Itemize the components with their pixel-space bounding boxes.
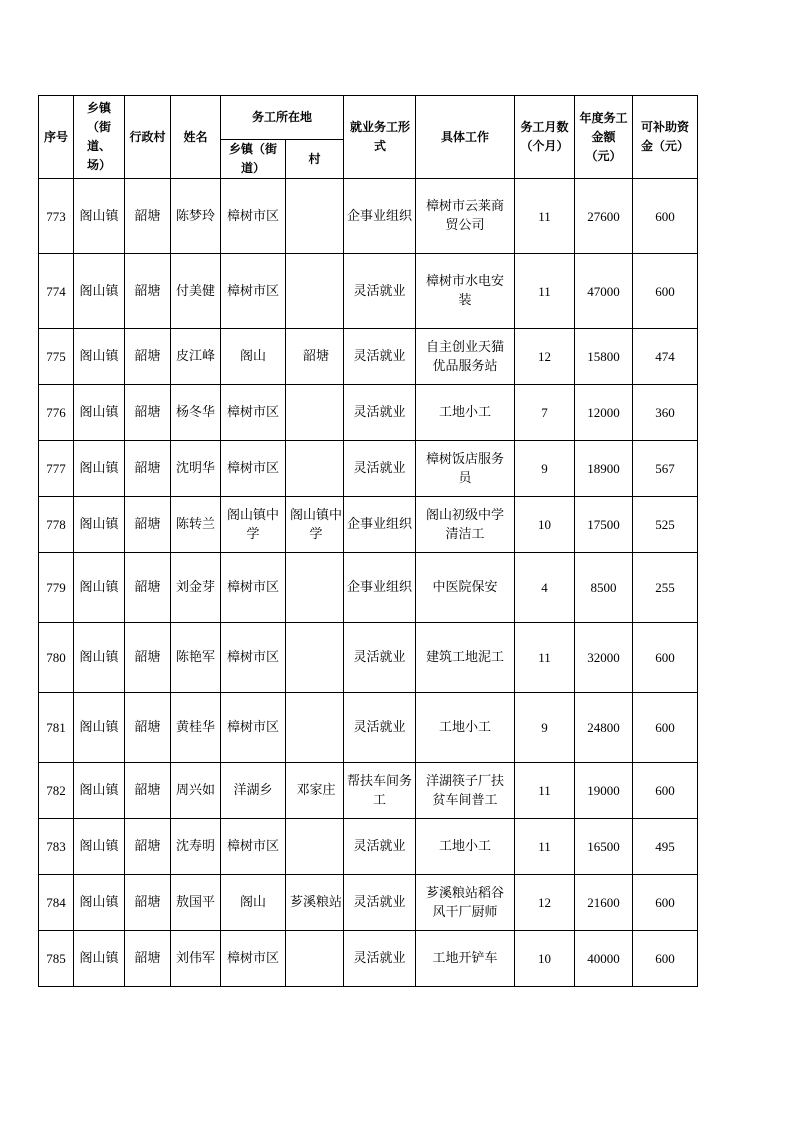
cell-town: 阁山镇 — [74, 623, 125, 693]
cell-name: 黄桂华 — [171, 693, 221, 763]
cell-income: 18900 — [575, 441, 633, 497]
cell-subsidy: 255 — [633, 553, 698, 623]
cell-income: 15800 — [575, 329, 633, 385]
cell-subsidy: 600 — [633, 875, 698, 931]
cell-village: 韶塘 — [125, 693, 171, 763]
cell-job: 工地开铲车 — [416, 931, 515, 987]
cell-loc-town: 樟树市区 — [221, 254, 286, 329]
cell-village: 韶塘 — [125, 553, 171, 623]
header-town: 乡镇（街道、场） — [74, 96, 125, 179]
table-body — [39, 179, 698, 987]
cell-job: 建筑工地泥工 — [416, 623, 515, 693]
cell-seq: 780 — [39, 623, 74, 693]
cell-village: 韶塘 — [125, 819, 171, 875]
cell-months: 11 — [515, 179, 575, 254]
cell-village: 韶塘 — [125, 441, 171, 497]
cell-seq: 778 — [39, 497, 74, 553]
cell-village: 韶塘 — [125, 931, 171, 987]
cell-town: 阁山镇 — [74, 441, 125, 497]
header-employment-form: 就业务工形式 — [344, 96, 416, 179]
cell-job: 工地小工 — [416, 385, 515, 441]
cell-name: 陈艳军 — [171, 623, 221, 693]
table-row — [39, 875, 698, 931]
cell-loc-town: 阁山 — [221, 329, 286, 385]
cell-job: 樟树饭店服务员 — [416, 441, 515, 497]
cell-town: 阁山镇 — [74, 553, 125, 623]
table-row — [39, 385, 698, 441]
cell-employment-form: 企事业组织 — [344, 179, 416, 254]
cell-subsidy: 600 — [633, 763, 698, 819]
cell-months: 10 — [515, 497, 575, 553]
cell-job: 芗溪粮站稻谷风干厂厨师 — [416, 875, 515, 931]
cell-town: 阁山镇 — [74, 497, 125, 553]
cell-name: 付美健 — [171, 254, 221, 329]
cell-seq: 777 — [39, 441, 74, 497]
cell-months: 9 — [515, 693, 575, 763]
cell-months: 7 — [515, 385, 575, 441]
cell-seq: 781 — [39, 693, 74, 763]
cell-loc-town: 樟树市区 — [221, 385, 286, 441]
cell-subsidy: 600 — [633, 179, 698, 254]
cell-job: 樟树市云莱商贸公司 — [416, 179, 515, 254]
table-row — [39, 931, 698, 987]
cell-loc-town: 樟树市区 — [221, 441, 286, 497]
table-row — [39, 497, 698, 553]
cell-loc-village — [286, 623, 344, 693]
cell-employment-form: 灵活就业 — [344, 875, 416, 931]
cell-income: 27600 — [575, 179, 633, 254]
table-row — [39, 819, 698, 875]
cell-subsidy: 600 — [633, 623, 698, 693]
cell-village: 韶塘 — [125, 254, 171, 329]
cell-loc-village: 邓家庄 — [286, 763, 344, 819]
cell-seq: 782 — [39, 763, 74, 819]
cell-loc-town: 樟树市区 — [221, 931, 286, 987]
cell-loc-village — [286, 179, 344, 254]
cell-loc-village — [286, 819, 344, 875]
cell-loc-town: 樟树市区 — [221, 693, 286, 763]
header-months: 务工月数（个月） — [515, 96, 575, 179]
cell-income: 47000 — [575, 254, 633, 329]
subsidy-table — [38, 95, 698, 987]
cell-town: 阁山镇 — [74, 385, 125, 441]
cell-loc-town: 樟树市区 — [221, 553, 286, 623]
cell-income: 16500 — [575, 819, 633, 875]
cell-name: 杨冬华 — [171, 385, 221, 441]
cell-months: 11 — [515, 819, 575, 875]
cell-village: 韶塘 — [125, 623, 171, 693]
cell-loc-village — [286, 553, 344, 623]
cell-name: 沈寿明 — [171, 819, 221, 875]
cell-village: 韶塘 — [125, 763, 171, 819]
cell-subsidy: 567 — [633, 441, 698, 497]
cell-seq: 774 — [39, 254, 74, 329]
header-village: 行政村 — [125, 96, 171, 179]
cell-employment-form: 企事业组织 — [344, 497, 416, 553]
cell-loc-town: 樟树市区 — [221, 179, 286, 254]
cell-seq: 775 — [39, 329, 74, 385]
cell-name: 周兴如 — [171, 763, 221, 819]
cell-loc-village — [286, 385, 344, 441]
table-header — [39, 96, 698, 179]
cell-loc-town: 樟树市区 — [221, 623, 286, 693]
cell-income: 12000 — [575, 385, 633, 441]
cell-employment-form: 灵活就业 — [344, 441, 416, 497]
cell-subsidy: 360 — [633, 385, 698, 441]
cell-loc-village — [286, 693, 344, 763]
cell-employment-form: 灵活就业 — [344, 329, 416, 385]
cell-job: 工地小工 — [416, 693, 515, 763]
cell-subsidy: 525 — [633, 497, 698, 553]
cell-loc-village — [286, 441, 344, 497]
cell-employment-form: 灵活就业 — [344, 693, 416, 763]
cell-subsidy: 600 — [633, 693, 698, 763]
cell-loc-town: 阁山镇中学 — [221, 497, 286, 553]
table-row — [39, 553, 698, 623]
cell-seq: 776 — [39, 385, 74, 441]
cell-months: 10 — [515, 931, 575, 987]
cell-months: 4 — [515, 553, 575, 623]
table-row — [39, 441, 698, 497]
table-row — [39, 623, 698, 693]
cell-loc-town: 樟树市区 — [221, 819, 286, 875]
cell-name: 沈明华 — [171, 441, 221, 497]
cell-town: 阁山镇 — [74, 693, 125, 763]
cell-income: 21600 — [575, 875, 633, 931]
cell-employment-form: 灵活就业 — [344, 819, 416, 875]
cell-subsidy: 495 — [633, 819, 698, 875]
cell-income: 40000 — [575, 931, 633, 987]
cell-seq: 779 — [39, 553, 74, 623]
cell-name: 敖国平 — [171, 875, 221, 931]
cell-name: 陈转兰 — [171, 497, 221, 553]
cell-months: 11 — [515, 623, 575, 693]
cell-subsidy: 600 — [633, 254, 698, 329]
cell-town: 阁山镇 — [74, 763, 125, 819]
cell-loc-village: 阁山镇中学 — [286, 497, 344, 553]
table-row — [39, 693, 698, 763]
cell-employment-form: 灵活就业 — [344, 623, 416, 693]
cell-name: 刘金芽 — [171, 553, 221, 623]
cell-employment-form: 灵活就业 — [344, 385, 416, 441]
cell-seq: 785 — [39, 931, 74, 987]
table-row — [39, 763, 698, 819]
cell-town: 阁山镇 — [74, 931, 125, 987]
cell-town: 阁山镇 — [74, 254, 125, 329]
cell-town: 阁山镇 — [74, 329, 125, 385]
cell-village: 韶塘 — [125, 385, 171, 441]
cell-months: 12 — [515, 875, 575, 931]
cell-job: 洋湖筷子厂扶贫车间普工 — [416, 763, 515, 819]
cell-town: 阁山镇 — [74, 819, 125, 875]
cell-months: 9 — [515, 441, 575, 497]
header-loc-town: 乡镇（街道） — [221, 140, 286, 179]
cell-seq: 783 — [39, 819, 74, 875]
cell-loc-village: 芗溪粮站 — [286, 875, 344, 931]
cell-village: 韶塘 — [125, 497, 171, 553]
cell-job: 中医院保安 — [416, 553, 515, 623]
cell-loc-town: 阁山 — [221, 875, 286, 931]
cell-income: 19000 — [575, 763, 633, 819]
cell-income: 32000 — [575, 623, 633, 693]
cell-name: 陈梦玲 — [171, 179, 221, 254]
cell-name: 刘伟军 — [171, 931, 221, 987]
header-subsidy: 可补助资金（元） — [633, 96, 698, 179]
cell-loc-village — [286, 931, 344, 987]
cell-months: 12 — [515, 329, 575, 385]
cell-job: 工地小工 — [416, 819, 515, 875]
cell-subsidy: 600 — [633, 931, 698, 987]
table-row — [39, 179, 698, 254]
cell-seq: 784 — [39, 875, 74, 931]
cell-town: 阁山镇 — [74, 875, 125, 931]
cell-job: 阁山初级中学清洁工 — [416, 497, 515, 553]
cell-income: 8500 — [575, 553, 633, 623]
cell-loc-town: 洋湖乡 — [221, 763, 286, 819]
header-work-location: 务工所在地 — [221, 96, 344, 140]
cell-village: 韶塘 — [125, 329, 171, 385]
header-job: 具体工作 — [416, 96, 515, 179]
table-row — [39, 254, 698, 329]
cell-name: 皮江峰 — [171, 329, 221, 385]
cell-employment-form: 灵活就业 — [344, 931, 416, 987]
cell-employment-form: 灵活就业 — [344, 254, 416, 329]
cell-employment-form: 帮扶车间务工 — [344, 763, 416, 819]
cell-loc-village: 韶塘 — [286, 329, 344, 385]
cell-subsidy: 474 — [633, 329, 698, 385]
cell-months: 11 — [515, 254, 575, 329]
cell-village: 韶塘 — [125, 875, 171, 931]
cell-seq: 773 — [39, 179, 74, 254]
table-row — [39, 329, 698, 385]
cell-income: 17500 — [575, 497, 633, 553]
cell-employment-form: 企事业组织 — [344, 553, 416, 623]
cell-income: 24800 — [575, 693, 633, 763]
cell-loc-village — [286, 254, 344, 329]
cell-village: 韶塘 — [125, 179, 171, 254]
header-annual-income: 年度务工金额（元） — [575, 96, 633, 179]
cell-job: 自主创业天猫优品服务站 — [416, 329, 515, 385]
header-seq: 序号 — [39, 96, 74, 179]
cell-town: 阁山镇 — [74, 179, 125, 254]
cell-months: 11 — [515, 763, 575, 819]
header-name: 姓名 — [171, 96, 221, 179]
header-loc-village: 村 — [286, 140, 344, 179]
cell-job: 樟树市水电安装 — [416, 254, 515, 329]
